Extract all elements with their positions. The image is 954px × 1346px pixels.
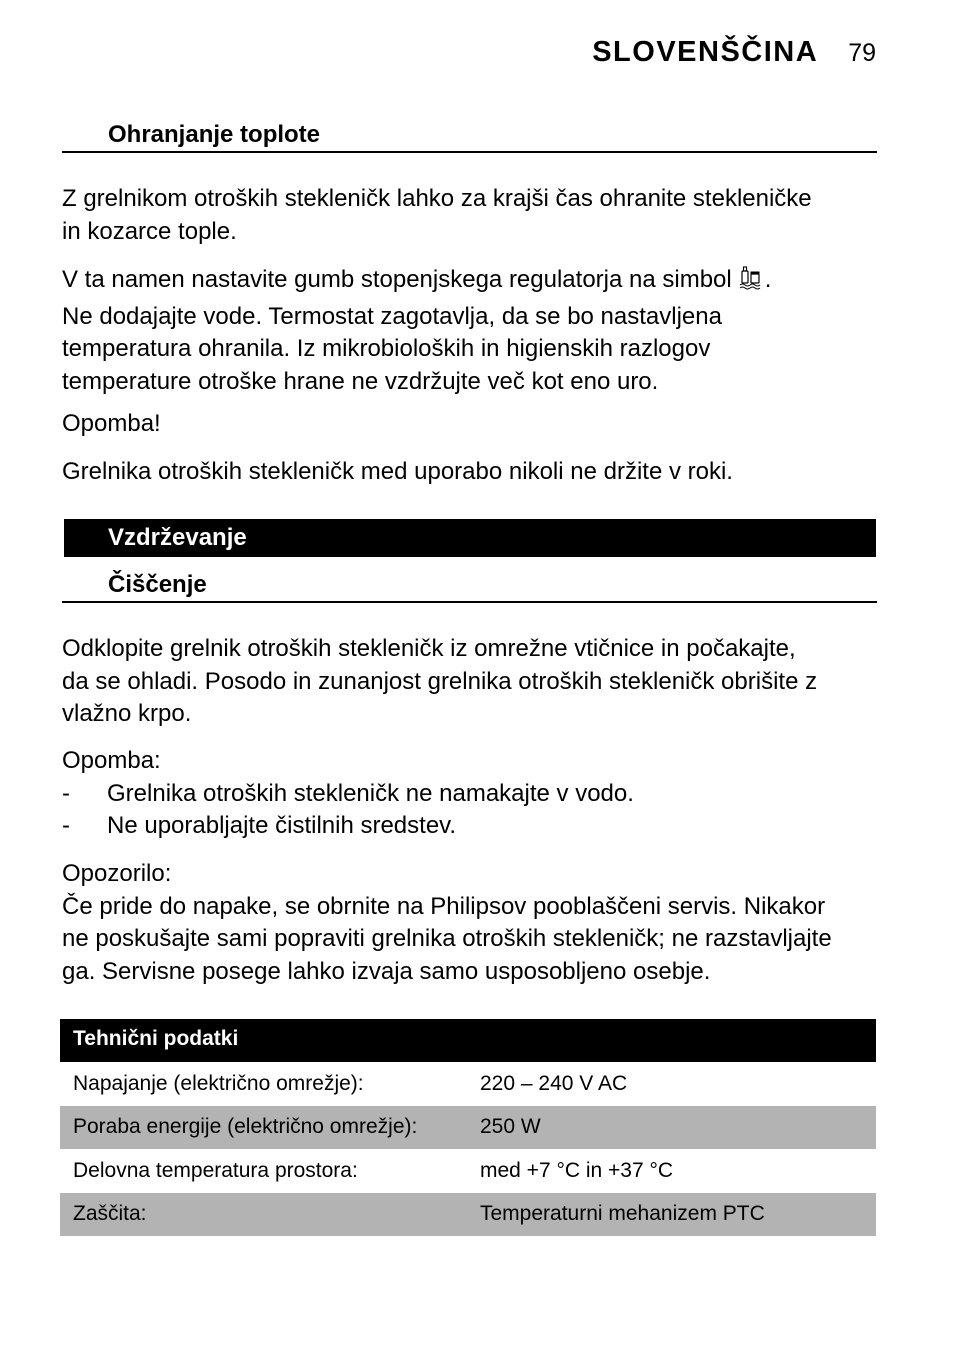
table-row [60,1106,876,1150]
spec-label: Zaščita: [73,1202,147,1226]
cleaning-paragraph: Odklopite grelnik otroških stekleničk iz omrežne vtičnice in počakajte, da se ohladi. Posodo in zunanjost grelnika otroških stekleničk obrišite z vlažno krpo. [62,635,818,727]
bullet-dash: - [62,780,70,807]
cleaning-note-label: Opomba: [62,747,161,774]
keep-warm-note-text: Grelnika otroških stekleničk med uporabo nikoli ne držite v roki. [62,458,733,485]
spec-label: Napajanje (električno omrežje): [73,1071,364,1095]
note-item: Grelnika otroških stekleničk ne namakajte v vodo. [107,780,634,807]
keep-warm-paragraph-2: V ta namen nastavite gumb stopenjskega regulatorja na simbol . Ne dodajajte vode. Termostat zagotavlja, da se bo nastavljena temperatura ohranila. Iz mikrobioloških in higienskih razlogov temperature otroške hrane ne vzdržujte več kot eno uro. [62,266,772,395]
section-title-cleaning: Čiščenje [62,569,877,603]
specs-table-title: Tehnični podatki [60,1019,876,1062]
note-item: Ne uporabljajte čistilnih sredstev. [107,812,457,839]
page-header [592,36,876,69]
spec-value: med +7 °C in +37 °C [480,1158,674,1182]
table-row [60,1149,876,1193]
baby-food-warm-icon [738,265,764,301]
keep-warm-note-label: Opomba! [62,410,161,437]
section-bar-maintenance: Vzdrževanje [64,519,876,557]
language-title: SLOVENŠČINA [592,36,819,68]
warning-block: Opozorilo: Če pride do napake, se obrnite na Philipsov pooblaščeni servis. Nikakor ne poskušajte sami popraviti grelnika otroških stekleničk; ne razstavljajte ga. Servisne posege lahko izvaja samo usposobljeno osebje. [62,860,832,985]
keep-warm-paragraph-1: Z grelnikom otroških stekleničk lahko za krajši čas ohranite stekleničke in kozarce tople. [62,185,812,245]
page-number: 79 [848,39,876,67]
specs-table [60,1019,876,1236]
section-title-keep-warm: Ohranjanje toplote [62,119,877,153]
spec-label: Poraba energije (električno omrežje): [73,1115,418,1139]
spec-value: 220 – 240 V AC [480,1071,628,1095]
spec-value: 250 W [480,1115,541,1139]
spec-label: Delovna temperatura prostora: [73,1158,358,1182]
bullet-dash: - [62,812,70,839]
spec-value: Temperaturni mehanizem PTC [480,1202,765,1226]
table-row [60,1062,876,1106]
table-row [60,1193,876,1237]
